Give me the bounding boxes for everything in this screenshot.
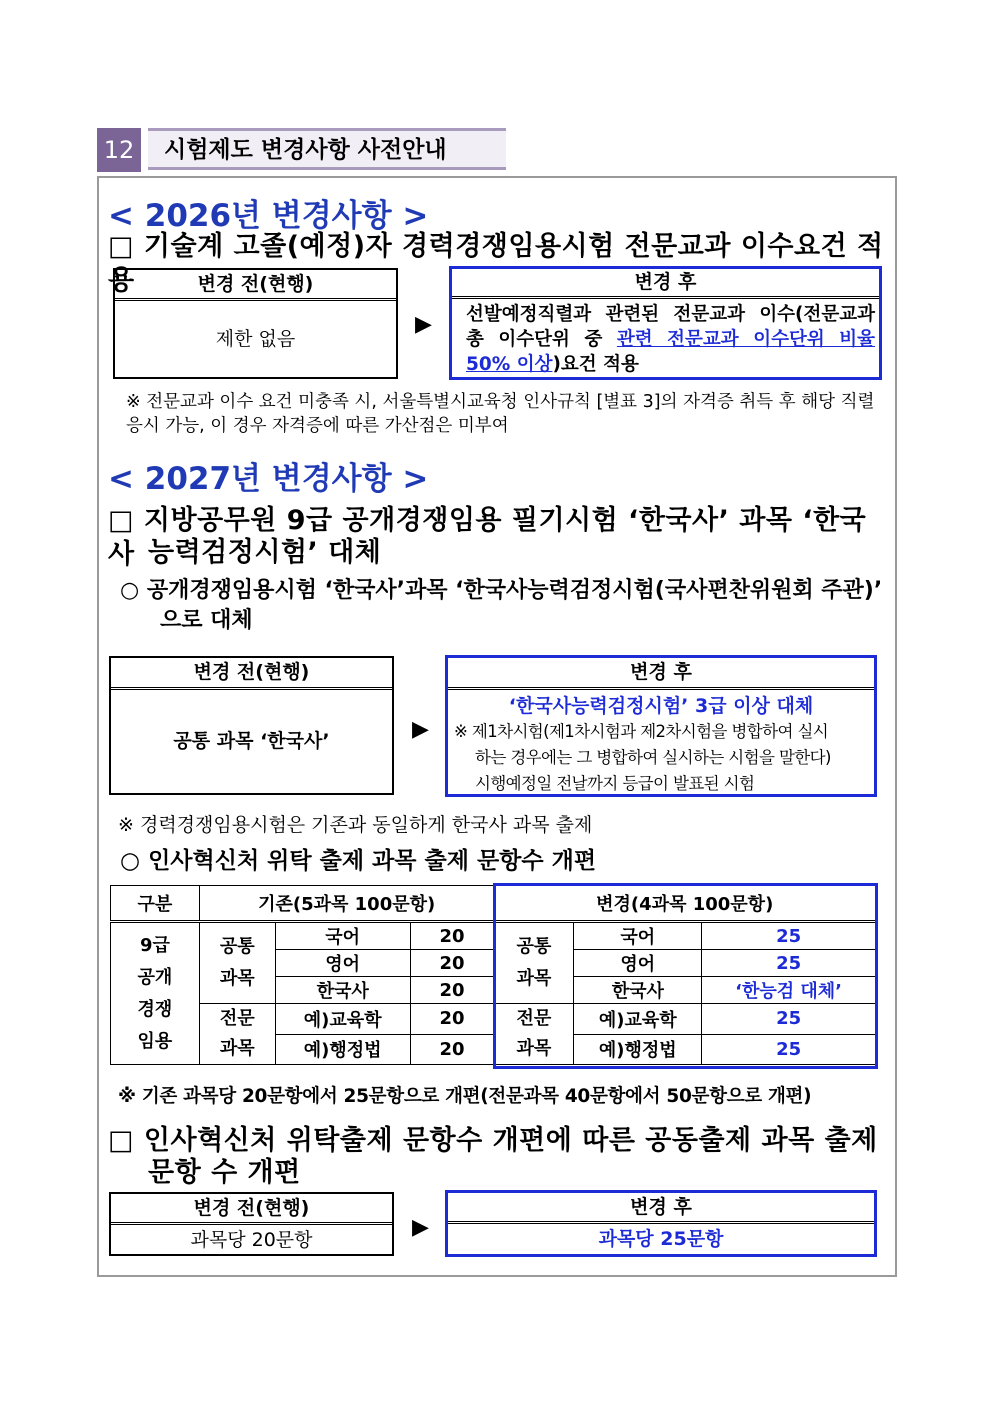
before-common-label	[199, 922, 275, 1004]
arrow-right-icon: ▶	[412, 1215, 429, 1240]
after-subject: 예)행정법	[574, 1034, 702, 1065]
box-2026-after-label: 변경 후	[452, 269, 879, 299]
before-subject: 영어	[275, 950, 410, 977]
after-count: 25	[702, 1004, 876, 1035]
after-subject: 예)교육학	[574, 1004, 702, 1035]
label-line: 공통	[516, 936, 552, 957]
box-3-after-text: 과목당 25문항	[598, 1228, 724, 1250]
after-subject: 영어	[574, 950, 702, 977]
box-3-before-label: 변경 전(현행)	[111, 1194, 392, 1225]
after-count: 25	[702, 950, 876, 977]
box-2026-before	[113, 268, 398, 379]
box-2026-after	[449, 266, 882, 380]
box-3-before	[109, 1192, 394, 1256]
label-line: 과목	[219, 968, 255, 989]
table-header-before: 기존(5과목 100문항)	[199, 886, 494, 922]
row-group-line: 임용	[137, 1030, 173, 1052]
label-line: 과목	[219, 1038, 255, 1059]
label-line: 과목	[516, 968, 552, 989]
section-number-badge: 12	[97, 128, 141, 172]
after-common-label	[494, 922, 574, 1004]
after-text-part-1: 선발예정직렬과 관련된 전문교과 이수(전문교과 총 이수단위 중	[466, 304, 875, 350]
box-2026-before-text: 제한 없음	[215, 328, 296, 350]
before-major-label	[199, 1004, 275, 1065]
after-subject: 국어	[574, 922, 702, 950]
box-2027-after-title: ‘한국사능력검정시험’ 3급 이상 대체	[508, 695, 814, 717]
section-2027-item1-line2: 능력검정시험’ 대체	[148, 537, 382, 568]
box-2026-before-label: 변경 전(현행)	[115, 270, 396, 301]
table-header-category: 구분	[111, 886, 200, 922]
before-subject: 한국사	[275, 977, 410, 1004]
after-subject: 한국사	[574, 977, 702, 1004]
section-2027-item2-line1: □ 인사혁신처 위탁출제 문항수 개편에 따른 공동출제 과목 출제	[108, 1125, 878, 1156]
before-count: 20	[410, 977, 494, 1004]
after-count: 25	[702, 1034, 876, 1065]
after-text-part-2: )요건 적용	[552, 354, 639, 375]
label-line: 전문	[516, 1008, 552, 1029]
before-count: 20	[410, 1034, 494, 1065]
arrow-right-icon: ▶	[412, 717, 429, 742]
before-count: 20	[410, 1004, 494, 1035]
box-2027-after-note	[448, 719, 874, 797]
after-note-line-2: 하는 경우에는 그 병합하여 실시하는 시험을 말한다)	[475, 748, 831, 767]
after-note-line-3: 시행예정일 전날까지 등급이 발표된 시험	[475, 774, 755, 793]
section-2027-item2-line2: 문항 수 개편	[148, 1157, 301, 1188]
arrow-right-icon: ▶	[415, 312, 432, 337]
before-subject: 국어	[275, 922, 410, 950]
row-group-line: 공개	[137, 966, 173, 988]
before-count: 20	[410, 950, 494, 977]
box-3-after-label: 변경 후	[448, 1193, 874, 1224]
box-2027-after-label: 변경 후	[448, 658, 874, 690]
label-line: 공통	[219, 936, 255, 957]
box-3-before-text: 과목당 20문항	[190, 1229, 313, 1251]
row-group-line: 9급	[139, 934, 170, 956]
box-2027-before-text: 공통 과목 ‘한국사’	[173, 730, 330, 752]
question-count-table	[110, 885, 876, 1065]
before-subject: 예)교육학	[275, 1004, 410, 1035]
box-2027-before	[109, 656, 394, 795]
section-2027-item1-line1: □ 지방공무원 9급 공개경쟁임용 필기시험 ‘한국사’ 과목 ‘한국사	[108, 505, 867, 570]
after-count: ‘한능검 대체’	[702, 977, 876, 1004]
section-2027-note3: ※ 기존 과목당 20문항에서 25문항으로 개편(전문과목 40문항에서 50문항으로 개편)	[118, 1086, 812, 1107]
section-2027-sub1-line1: ○ 공개경쟁임용시험 ‘한국사’과목 ‘한국사능력검정시험(국사편찬위원회 주관)’	[120, 578, 883, 603]
section-2027-note2: ※ 경력경쟁임용시험은 기존과 동일하게 한국사 과목 출제	[118, 814, 593, 836]
table-row-group	[111, 922, 200, 1065]
box-2026-after-text	[452, 299, 879, 377]
section-2026-item: □ 기술계 고졸(예정)자 경력경쟁임용시험 전문교과 이수요건 적용	[108, 231, 884, 296]
box-3-after	[445, 1190, 877, 1257]
label-line: 과목	[516, 1038, 552, 1059]
after-count: 25	[702, 922, 876, 950]
before-count: 20	[410, 922, 494, 950]
section-2027-sub2: ○ 인사혁신처 위탁 출제 과목 출제 문항수 개편	[120, 848, 597, 874]
before-subject: 예)행정법	[275, 1034, 410, 1065]
page-title: 시험제도 변경사항 사전안내	[148, 128, 506, 170]
table-header-after: 변경(4과목 100문항)	[494, 886, 876, 922]
section-2027-title: < 2027년 변경사항 >	[108, 461, 429, 497]
after-note-line-1: ※ 제1차시험(제1차시험과 제2차시험을 병합하여 실시	[454, 722, 829, 741]
section-2027-sub1-line2: 으로 대체	[160, 608, 253, 633]
section-2026-note: ※ 전문교과 이수 요건 미충족 시, 서울특별시교육청 인사규칙 [별표 3]의 자격증 취득 후 해당 직렬 응시 가능, 이 경우 자격증에 따른 가산점은 미부여	[126, 392, 875, 436]
box-2027-after	[445, 655, 877, 797]
after-major-label	[494, 1004, 574, 1065]
after-text-highlight: 관련 전문교과 이수단위 비율 50% 이상	[466, 329, 875, 375]
row-group-line: 경쟁	[137, 998, 173, 1020]
label-line: 전문	[219, 1008, 255, 1029]
box-2027-before-label: 변경 전(현행)	[111, 658, 392, 690]
section-2026-title: < 2026년 변경사항 >	[108, 198, 429, 234]
